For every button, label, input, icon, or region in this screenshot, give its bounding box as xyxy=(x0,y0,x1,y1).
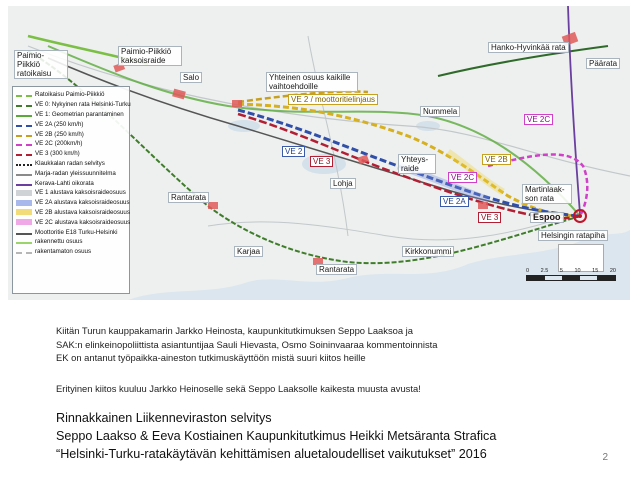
legend-label: VE 1: Geometrian parantaminen xyxy=(35,110,124,118)
place-espoo: Espoo xyxy=(530,212,564,223)
legend-entry xyxy=(16,129,126,139)
legend-label: VE 2C alustava kaksoisraideosuus xyxy=(35,218,131,226)
tag-ve3-east: VE 3 xyxy=(478,212,501,223)
legend-swatch xyxy=(16,135,32,137)
tag-ve2a: VE 2A xyxy=(440,196,469,207)
place-karjaa: Karjaa xyxy=(234,246,263,257)
legend-label: rakennettu osuus xyxy=(35,238,83,246)
scale-label: 2.5 xyxy=(540,268,549,274)
legend-label: VE 2C (200km/h) xyxy=(35,140,83,148)
place-salo: Salo xyxy=(180,72,202,83)
legend-entry xyxy=(16,198,130,208)
scale-label: 20 xyxy=(609,268,616,274)
legend-swatch xyxy=(16,190,32,196)
place-nummela: Nummela xyxy=(420,106,460,117)
source-line-1: Rinnakkainen Liikenneviraston selvitys xyxy=(56,411,272,425)
legend-swatch xyxy=(16,200,32,206)
ack-line-1: Kiitän Turun kauppakamarin Jarkko Heinosta, kaupunkitutkimuksen Seppo Laaksoa ja xyxy=(56,325,413,336)
legend-entry xyxy=(16,149,126,159)
legend-entry xyxy=(16,217,131,227)
legend-swatch xyxy=(16,144,32,146)
legend-swatch xyxy=(16,105,32,107)
legend-entry xyxy=(16,188,126,198)
place-yhteinen-osuus: Yhteinen osuus kaikille vaihtoehdoille xyxy=(266,72,358,92)
station-marker xyxy=(478,202,488,209)
thanks-line: Erityinen kiitos kuuluu Jarkko Heinoselle sekä Seppo Laaksolle kaikesta muusta avusta! xyxy=(56,383,421,394)
place-rantarata-lower: Rantarata xyxy=(316,264,357,275)
scale-label: 5 xyxy=(559,268,563,274)
legend-entry xyxy=(16,247,126,257)
legend-entry xyxy=(16,110,126,120)
tag-ve2c-mid: VE 2C xyxy=(448,172,477,183)
scale-label: 0 xyxy=(526,268,530,274)
ack-line-2: SAK:n elinkeinopoliittista asiantuntijaa Sauli Hievasta, Osmo Soininvaaraa kommentoinnista xyxy=(56,338,438,350)
station-marker xyxy=(208,202,218,209)
legend-swatch xyxy=(16,252,32,254)
legend-swatch xyxy=(16,125,32,127)
legend-entry xyxy=(16,168,126,178)
legend-label: VE 2B (250 km/h) xyxy=(35,130,84,138)
legend-label: Klaukkalan radan selvitys xyxy=(35,159,105,167)
legend-entry xyxy=(16,237,126,247)
tag-ve2b: VE 2B xyxy=(482,154,511,165)
legend-entry xyxy=(16,90,126,100)
legend-label: Ratoikaisu Paimio-Piikkiö xyxy=(35,91,105,99)
station-marker xyxy=(232,100,242,107)
legend-entry xyxy=(16,119,126,129)
scale-labels xyxy=(526,268,616,274)
scale-bar-graphic xyxy=(526,275,616,281)
ack-line-3: EK on antanut työpaikka-aineston tutkimuskäyttöön mistä suuri kiitos heille xyxy=(56,352,366,363)
place-paimio-piikkio-ratoikaisu: Paimio-Piikkiö ratoikaisu xyxy=(14,50,68,79)
place-martinlaakson-rata: Martinlaak-son rata xyxy=(522,184,572,204)
legend-entry xyxy=(16,208,130,218)
route-map xyxy=(8,6,630,300)
legend-label: rakentamaton osuus xyxy=(35,248,92,256)
place-rantarata-upper: Rantarata xyxy=(168,192,209,203)
legend-label: VE 2A alustava kaksoisraideosuus xyxy=(35,199,130,207)
legend-label: VE 1 alustava kaksoisraideosuus xyxy=(35,189,126,197)
legend-swatch xyxy=(16,164,32,166)
tag-ve3-west: VE 3 xyxy=(310,156,333,167)
legend-label: VE 2B alustava kaksoisraideosuus xyxy=(35,208,130,216)
slide-text xyxy=(0,300,638,479)
legend-label: Kerava-Lahti oikorata xyxy=(35,179,94,187)
scale-label: 10 xyxy=(574,268,581,274)
place-hanko-hyvinkaa: Hanko-Hyvinkää rata xyxy=(488,42,569,53)
place-lohja: Lohja xyxy=(330,178,356,189)
legend-swatch xyxy=(16,95,32,97)
scale-bar xyxy=(526,268,616,290)
place-paarata: Päärata xyxy=(586,58,620,69)
scale-label: 15 xyxy=(592,268,599,274)
map-legend xyxy=(12,86,130,294)
legend-label: VE 2A (250 km/h) xyxy=(35,120,84,128)
legend-swatch xyxy=(16,242,32,244)
legend-entry xyxy=(16,159,126,169)
tag-ve2-moottoritie: VE 2 / moottoritielinjaus xyxy=(288,94,378,105)
legend-label: VE 0: Nykyinen rata Helsinki-Turku xyxy=(35,101,131,109)
place-helsingin-ratapiha: Helsingin ratapiha xyxy=(538,230,608,241)
legend-swatch xyxy=(16,174,32,176)
legend-swatch xyxy=(16,233,32,235)
legend-label: VE 3 (300 km/h) xyxy=(35,150,80,158)
place-paimio-piikkio-kaksoisraide: Paimio-Piikkiö kaksoisraide xyxy=(118,46,182,66)
legend-label: Moottoritie E18 Turku-Helsinki xyxy=(35,228,118,236)
place-kirkkonummi: Kirkkonummi xyxy=(402,246,454,257)
legend-entry xyxy=(16,100,131,110)
source-line-2: Seppo Laakso & Eeva Kostiainen Kaupunkitutkimus Heikki Metsäranta Strafica xyxy=(56,429,497,443)
legend-label: Marja-radan yleissuunnitelma xyxy=(35,169,116,177)
tag-ve2-west: VE 2 xyxy=(282,146,305,157)
legend-entry xyxy=(16,139,126,149)
legend-swatch xyxy=(16,115,32,117)
place-yhteysraide: Yhteys-raide xyxy=(398,154,436,174)
lake xyxy=(228,120,260,132)
legend-entry xyxy=(16,178,126,188)
legend-swatch xyxy=(16,219,32,225)
legend-swatch xyxy=(16,154,32,156)
tag-ve2c-east: VE 2C xyxy=(524,114,553,125)
page-number: 2 xyxy=(602,452,608,463)
legend-swatch xyxy=(16,209,32,215)
source-line-3: “Helsinki-Turku-ratakäytävän kehittämisen aluetaloudelliset vaikutukset” 2016 xyxy=(56,447,487,461)
legend-entry xyxy=(16,227,126,237)
legend-swatch xyxy=(16,184,32,186)
